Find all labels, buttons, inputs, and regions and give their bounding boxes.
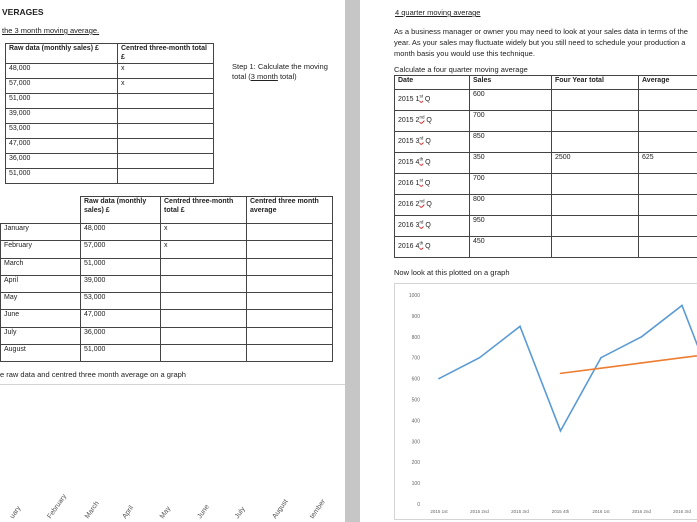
table-row xyxy=(1,310,333,327)
table-cell: 51,000 xyxy=(81,345,161,362)
month-axis-label: April xyxy=(121,504,136,521)
sales-point xyxy=(479,357,481,359)
table-cell: x xyxy=(161,241,247,258)
date-year: 2016 xyxy=(398,179,414,187)
month-axis-label: uary xyxy=(8,504,23,521)
date-ordinal-suffix: rd xyxy=(419,135,424,141)
table-header: Raw data (monthly sales) £ xyxy=(6,44,118,64)
table-cell: 48,000 xyxy=(6,64,118,79)
table-cell: x xyxy=(118,64,214,79)
total-cell: 2500 xyxy=(552,153,639,174)
moving-average-point xyxy=(681,357,683,359)
average-cell xyxy=(639,195,697,216)
total-cell xyxy=(552,195,639,216)
table-cell xyxy=(161,310,247,327)
x-tick-label: 2016 3rd xyxy=(673,509,691,514)
empty-chart-frame xyxy=(0,384,345,522)
table-cell xyxy=(247,345,333,362)
step1-line2 xyxy=(232,72,297,81)
date-year: 2016 xyxy=(398,221,414,229)
date-quarter-number: 4 xyxy=(415,158,420,166)
table-row xyxy=(1,345,333,362)
sales-point xyxy=(560,430,562,432)
table-row xyxy=(1,327,333,344)
table-cell xyxy=(118,169,214,184)
table-cell: 57,000 xyxy=(6,79,118,94)
table-cell xyxy=(161,327,247,344)
table-cell xyxy=(118,139,214,154)
date-q-letter: Q xyxy=(426,200,432,208)
sales-cell: 600 xyxy=(470,90,552,111)
total-cell xyxy=(552,90,639,111)
month-axis-label: July xyxy=(233,505,247,521)
quarter-table xyxy=(394,75,697,258)
intro-line-3: month basis you would use this technique. xyxy=(394,49,535,58)
quarter-date-cell xyxy=(395,174,470,195)
moving-average-line xyxy=(561,352,697,373)
y-tick-label: 200 xyxy=(411,460,420,467)
date-ordinal-suffix: st xyxy=(419,93,423,99)
table-cell xyxy=(118,154,214,169)
table-row xyxy=(395,216,697,237)
date-ordinal-suffix: rd xyxy=(419,219,424,225)
total-cell xyxy=(552,132,639,153)
average-cell xyxy=(639,237,697,258)
table-cell: 57,000 xyxy=(81,241,161,258)
date-q-letter: Q xyxy=(426,116,432,124)
table-row xyxy=(6,139,214,154)
month-axis-label: March xyxy=(83,500,101,521)
table-row xyxy=(1,241,333,258)
quarter-chart-frame xyxy=(394,283,697,520)
sales-point xyxy=(519,326,521,328)
step1-text: total) xyxy=(277,72,297,81)
table-cell: 39,000 xyxy=(6,109,118,124)
table-row xyxy=(395,132,697,153)
table-cell: x xyxy=(161,224,247,241)
date-quarter-number: 3 xyxy=(415,137,420,145)
sales-cell: 350 xyxy=(470,153,552,174)
month-axis-svg xyxy=(0,385,345,522)
table-row xyxy=(395,195,697,216)
date-q-letter: Q xyxy=(425,221,431,229)
date-year: 2015 xyxy=(398,95,414,103)
raw-data-table xyxy=(5,43,214,184)
left-graph-caption: e raw data and centred three month average on a graph xyxy=(0,370,186,379)
y-tick-label: 0 xyxy=(417,502,420,508)
date-quarter-number: 3 xyxy=(415,221,420,229)
table-row xyxy=(395,174,697,195)
y-tick-label: 300 xyxy=(411,439,420,446)
x-tick-label: 2015 1st xyxy=(430,509,448,514)
month-axis-label: May xyxy=(158,505,173,521)
date-q-letter: Q xyxy=(425,242,431,250)
date-ordinal-suffix: st xyxy=(419,177,423,183)
table-row xyxy=(6,109,214,124)
table-row xyxy=(6,124,214,139)
table-header: Four Year total xyxy=(552,76,639,90)
table-cell: 51,000 xyxy=(6,169,118,184)
sales-cell: 700 xyxy=(470,111,552,132)
table-header: Centred three-month total £ xyxy=(118,44,214,64)
table-cell xyxy=(161,258,247,275)
table-row xyxy=(1,258,333,275)
left-heading: VERAGES xyxy=(2,7,44,17)
month-axis-label: tember xyxy=(308,498,328,521)
moving-average-point xyxy=(641,362,643,364)
table-cell xyxy=(247,327,333,344)
left-page xyxy=(0,0,345,522)
intro-line-2: year. As your sales may fluctuate widely but you still need to schedule your production a xyxy=(394,38,686,47)
sales-cell: 450 xyxy=(470,237,552,258)
quarter-line-chart xyxy=(395,284,697,521)
table-cell xyxy=(247,275,333,292)
quarter-date-cell xyxy=(395,237,470,258)
sales-point xyxy=(438,378,440,380)
average-cell xyxy=(639,90,697,111)
y-tick-label: 1000 xyxy=(408,293,420,299)
table-cell xyxy=(247,258,333,275)
y-tick-label: 800 xyxy=(411,334,420,341)
sales-series-line xyxy=(439,305,697,430)
table-cell: 36,000 xyxy=(6,154,118,169)
calc-title: Calculate a four quarter moving average xyxy=(394,65,528,74)
y-tick-label: 600 xyxy=(411,376,420,383)
table-row xyxy=(1,275,333,292)
step1-underlined: 3 month xyxy=(250,72,278,81)
date-quarter-number: 2 xyxy=(415,116,420,124)
step1-line1: Step 1: Calculate the moving xyxy=(232,62,328,71)
table-row xyxy=(6,154,214,169)
table-cell: 53,000 xyxy=(6,124,118,139)
x-tick-label: 2016 1st xyxy=(592,509,610,514)
date-q-letter: Q xyxy=(425,137,431,145)
left-subtitle: the 3 month moving average. xyxy=(2,26,100,35)
sales-point xyxy=(681,305,683,307)
date-ordinal-suffix: nd xyxy=(419,114,425,120)
total-cell xyxy=(552,216,639,237)
moving-average-point xyxy=(600,367,602,369)
average-cell xyxy=(639,174,697,195)
x-tick-label: 2015 2nd xyxy=(470,509,489,514)
table-header: Raw data (monthly sales) £ xyxy=(81,197,161,224)
date-ordinal-suffix: nd xyxy=(419,198,425,204)
table-cell: x xyxy=(118,79,214,94)
month-cell: April xyxy=(1,275,81,292)
step1-text: total ( xyxy=(232,72,251,81)
table-cell xyxy=(161,293,247,310)
month-cell: July xyxy=(1,327,81,344)
average-cell xyxy=(639,216,697,237)
right-graph-caption: Now look at this plotted on a graph xyxy=(394,268,510,277)
date-quarter-number: 4 xyxy=(415,242,420,250)
sales-cell: 800 xyxy=(470,195,552,216)
table-cell: 51,000 xyxy=(6,94,118,109)
table-row xyxy=(395,153,697,174)
date-q-letter: Q xyxy=(424,179,431,187)
date-ordinal-suffix: th xyxy=(419,156,424,162)
date-year: 2016 xyxy=(398,242,414,250)
date-quarter-number: 2 xyxy=(415,200,420,208)
table-cell xyxy=(118,124,214,139)
sales-point xyxy=(641,336,643,338)
y-tick-label: 100 xyxy=(411,481,420,488)
average-cell xyxy=(639,111,697,132)
date-q-letter: Q xyxy=(425,158,431,166)
average-cell: 625 xyxy=(639,153,697,174)
right-page xyxy=(360,0,697,522)
y-tick-label: 700 xyxy=(411,355,420,362)
total-cell xyxy=(552,174,639,195)
month-cell: August xyxy=(1,345,81,362)
table-cell: 47,000 xyxy=(81,310,161,327)
quarter-date-cell xyxy=(395,195,470,216)
date-year: 2015 xyxy=(398,116,414,124)
month-cell: June xyxy=(1,310,81,327)
quarter-date-cell xyxy=(395,132,470,153)
x-tick-label: 2016 2nd xyxy=(632,509,651,514)
quarter-date-cell xyxy=(395,111,470,132)
intro-line-1: As a business manager or owner you may need to look at your sales data in terms of the xyxy=(394,27,688,36)
date-year: 2016 xyxy=(398,200,414,208)
table-header xyxy=(1,197,81,224)
month-axis-label: February xyxy=(46,493,69,521)
average-cell xyxy=(639,132,697,153)
date-year: 2015 xyxy=(398,158,414,166)
table-cell xyxy=(118,109,214,124)
right-heading: 4 quarter moving average xyxy=(395,8,481,17)
table-row xyxy=(395,111,697,132)
total-cell xyxy=(552,237,639,258)
sales-cell: 950 xyxy=(470,216,552,237)
table-cell: 53,000 xyxy=(81,293,161,310)
y-tick-label: 500 xyxy=(411,397,420,404)
moving-average-point xyxy=(560,373,562,375)
month-axis-label: August xyxy=(271,498,290,521)
sales-point xyxy=(600,357,602,359)
quarter-date-cell xyxy=(395,153,470,174)
date-ordinal-suffix: th xyxy=(419,240,424,246)
table-cell xyxy=(118,94,214,109)
table-cell xyxy=(247,241,333,258)
table-row xyxy=(395,237,697,258)
table-row xyxy=(1,224,333,241)
table-row xyxy=(6,169,214,184)
sales-cell: 700 xyxy=(470,174,552,195)
y-tick-label: 900 xyxy=(411,313,420,320)
x-tick-label: 2015 3rd xyxy=(511,509,529,514)
date-year: 2015 xyxy=(398,137,414,145)
total-cell xyxy=(552,111,639,132)
x-tick-label: 2015 4th xyxy=(551,509,570,514)
month-cell: February xyxy=(1,241,81,258)
sales-cell: 850 xyxy=(470,132,552,153)
y-tick-label: 400 xyxy=(411,418,420,425)
table-cell: 47,000 xyxy=(6,139,118,154)
monthly-table xyxy=(0,196,333,362)
quarter-date-cell xyxy=(395,90,470,111)
date-q-letter: Q xyxy=(424,95,431,103)
table-cell: 48,000 xyxy=(81,224,161,241)
month-axis-label: June xyxy=(196,503,211,521)
table-header: Centred three month average xyxy=(247,197,333,224)
table-row xyxy=(6,64,214,79)
table-row xyxy=(395,90,697,111)
table-cell: 36,000 xyxy=(81,327,161,344)
month-cell: March xyxy=(1,258,81,275)
table-cell xyxy=(247,310,333,327)
table-header: Centred three-month total £ xyxy=(161,197,247,224)
month-cell: May xyxy=(1,293,81,310)
table-cell: 51,000 xyxy=(81,258,161,275)
table-cell xyxy=(247,293,333,310)
table-header: Average xyxy=(639,76,697,90)
table-row xyxy=(1,293,333,310)
date-quarter-number: 1 xyxy=(415,95,420,103)
date-quarter-number: 1 xyxy=(415,179,420,187)
table-row xyxy=(6,94,214,109)
month-cell: January xyxy=(1,224,81,241)
table-cell xyxy=(161,345,247,362)
table-row xyxy=(6,79,214,94)
quarter-date-cell xyxy=(395,216,470,237)
table-header: Sales xyxy=(470,76,552,90)
table-cell: 39,000 xyxy=(81,275,161,292)
table-header: Date xyxy=(395,76,470,90)
table-cell xyxy=(247,224,333,241)
table-cell xyxy=(161,275,247,292)
